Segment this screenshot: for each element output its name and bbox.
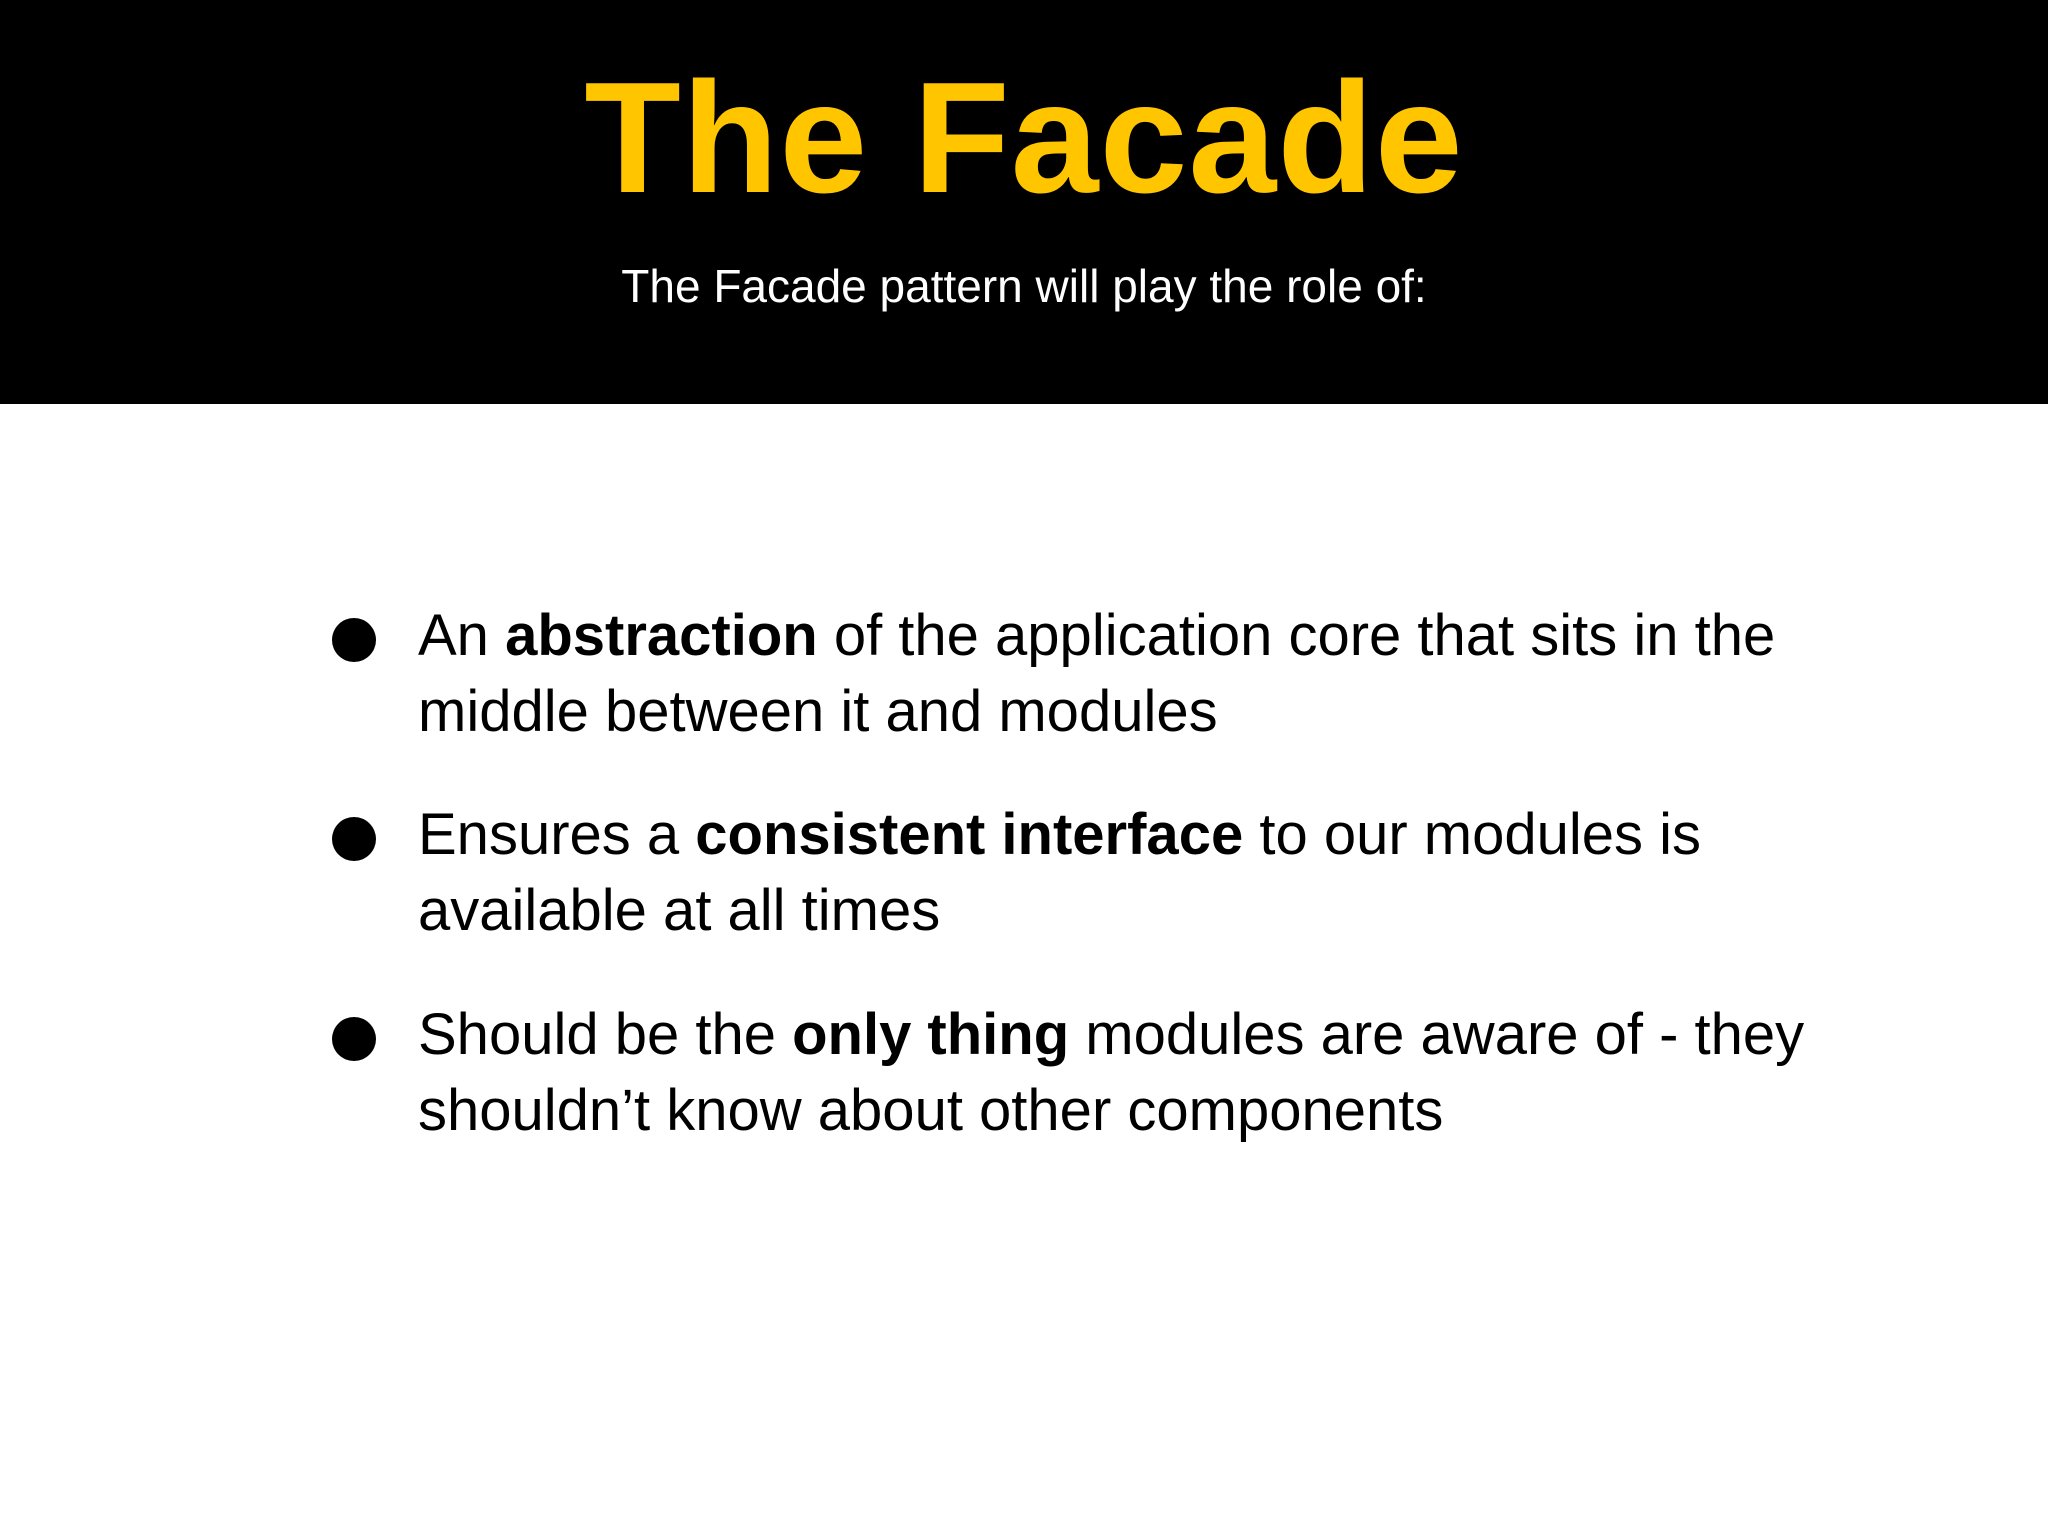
bullet-text-plain: modules are aware of - they shouldn’t know about other components — [418, 1002, 1805, 1143]
bullet-text — [418, 797, 1838, 949]
bullet-item — [332, 797, 1832, 957]
bullet-text-plain: of the application core that sits in the middle between it and modules — [418, 603, 1776, 744]
bullet-text-plain: Ensures a — [418, 802, 696, 867]
bullet-text-plain: An — [418, 603, 506, 668]
bullet-text-bold: abstraction — [505, 603, 818, 668]
bullet-icon — [332, 618, 376, 662]
slide-title: The Facade — [584, 50, 1464, 226]
bullet-icon — [332, 1017, 376, 1061]
bullet-item — [332, 997, 1832, 1157]
bullet-icon — [332, 817, 376, 861]
bullet-text-plain: to our modules is available at all times — [418, 802, 1701, 943]
bullet-item — [332, 598, 1832, 758]
bullet-text — [418, 997, 1838, 1149]
bullet-text-bold: consistent interface — [695, 802, 1244, 867]
slide-subtitle: The Facade pattern will play the role of: — [621, 260, 1427, 312]
bullet-text-plain: Should be the — [418, 1002, 793, 1067]
bullet-text-bold: only thing — [792, 1002, 1070, 1067]
bullet-text — [418, 598, 1838, 750]
